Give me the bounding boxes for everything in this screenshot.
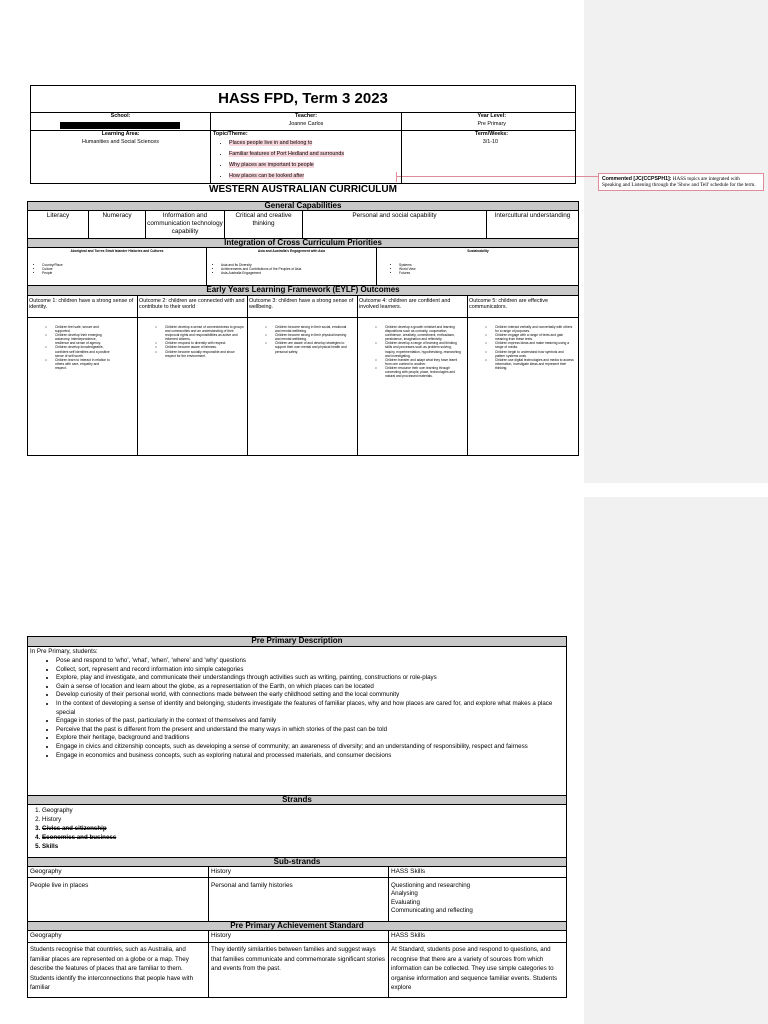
teacher-label: Teacher: [294, 113, 318, 119]
eylf-outcome-1-title: Outcome 1: children have a strong sense of identity. [29, 298, 134, 311]
term-value: 3/1-10 [482, 139, 498, 145]
ccp-sust-list [385, 263, 579, 275]
substrands-table [27, 866, 567, 922]
topic-item: Places people live in and belong to [229, 140, 313, 146]
ach-header-hist: History [211, 932, 231, 939]
strand-item: 3. Civics and citizenship [42, 824, 330, 833]
school-label: School: [110, 113, 131, 119]
eylf-item: □ Children become strong in their social, emotional and mental wellbeing. [275, 325, 352, 333]
ccp-item: • Country/Place [42, 263, 206, 267]
eylf-item: □ Children respond to diversity with respect. [165, 341, 244, 345]
ach-skills: At Standard, students pose and respond to questions, and recognise that there are a variety of sources from which information can be collected. They use simple categories to organise information and sequence familiar events. Students explore [391, 946, 558, 991]
ccp-item: • Systems [399, 263, 579, 267]
learning-area-value: Humanities and Social Sciences [81, 139, 159, 145]
ccp-item: • People [42, 271, 206, 275]
topic-item: Why places are important to people [229, 162, 314, 168]
pp-bullet: • Engage in stories of the past, particularly in the context of themselves and family [56, 717, 562, 726]
ccp-item: • Culture [42, 267, 206, 271]
strands-title: Strands [282, 795, 312, 804]
eylf-outcome-5-list [484, 325, 574, 370]
pp-bullet: • Develop curiosity of their personal world, with connections made between the early childhood setting and the local community [56, 691, 562, 700]
pp-bullet: • Engage in civics and citizenship concepts, such as developing a sense of community; an awareness of diversity; and an understanding of responsibility, respect and fairness [56, 743, 562, 752]
skill-item: Analysing [391, 890, 418, 898]
pp-desc-title: Pre Primary Description [251, 636, 343, 645]
pp-bullets [32, 657, 562, 760]
eylf-table [27, 295, 579, 456]
eylf-outcome-2-list [154, 325, 244, 358]
year-label: Year Level: [477, 113, 506, 119]
pp-bullet: • Perceive that the past is different from the present and understand the many ways in which stories of the past can be told [56, 726, 562, 735]
ccp-sust-title: Sustainability [467, 249, 489, 253]
pp-bullet: • Pose and respond to 'who', 'what', 'when', 'where' and 'why' questions [56, 657, 562, 666]
ach-header-skills: HASS Skills [391, 932, 426, 939]
learning-area-label: Learning Area: [101, 131, 140, 137]
comment-balloon[interactable] [598, 173, 764, 191]
eylf-item: □ Children develop a sense of connectedness to groups and communities and an understanding of their reciprocal rights and responsibilities as active and informed citizens. [165, 325, 244, 341]
ccp-atsi-list [28, 263, 206, 275]
ccp-item: • Achievements and Contributions of the Peoples of Asia [221, 267, 376, 271]
comments-sidebar [584, 0, 768, 1024]
eylf-item: □ Children become socially responsible and show respect for the environment. [165, 350, 244, 358]
topic-item: Familiar features of Port Hedland and surrounds [229, 151, 345, 157]
year-value: Pre Primary [477, 121, 506, 127]
ach-geo: Students recognise that countries, such as Australia, and familiar places are represented on a globe or a map. They describe the features of places that are familiar to them. Students identify the interconnections that people have with familiar [30, 946, 194, 991]
eylf-item: □ Children engage with a range of texts and gain meaning from these texts. [495, 333, 574, 341]
cap-personal: Personal and social capability [352, 212, 437, 219]
cap-literacy: Literacy [46, 212, 70, 219]
ccp-item: • Asia and its Diversity [221, 263, 376, 267]
cap-critical: Critical and creative thinking [235, 212, 292, 227]
pp-bullet: • Engage in economics and business concepts, such as exploring natural and processed materials, and consumer decisions [56, 752, 562, 761]
pp-bullet: • Explore, play and investigate, and communicate their understandings through activities such as writing, painting, constructions or role-plays [56, 674, 562, 683]
eylf-item: □ Children begin to understand how symbols and pattern systems work. [495, 350, 574, 358]
sub-header-skills: HASS Skills [391, 868, 426, 875]
topic-list [215, 140, 401, 180]
gc-title: General Capabilities [264, 201, 342, 210]
ach-title: Pre Primary Achievement Standard [230, 921, 364, 930]
school-redacted [60, 122, 180, 129]
cap-numeracy: Numeracy [102, 212, 132, 219]
teacher-name: Joanne Carlos [288, 121, 324, 127]
eylf-item: □ Children use digital technologies and media to access information, investigate ideas and represent their thinking. [495, 358, 574, 370]
ccp-item: • Futures [399, 271, 579, 275]
eylf-item: □ Children develop their emerging autonomy, interdependence, resilience and sense of agency. [55, 333, 110, 345]
ccp-asia-list [207, 263, 376, 275]
ach-hist: They identify similarities between families and suggest ways that families communicate and commemorate significant stories and events from the past. [211, 946, 386, 972]
topic-label: Topic/Theme: [213, 131, 248, 137]
eylf-outcome-2-title: Outcome 2: children are connected with and contribute to their world [139, 298, 245, 311]
eylf-item: □ Children become aware of fairness. [165, 345, 244, 349]
sidebar-gap [584, 483, 768, 497]
sub-hist: Personal and family histories [211, 882, 293, 889]
sub-geo: People live in places [30, 882, 89, 889]
strand-item: 2. History [42, 815, 330, 824]
eylf-item: □ Children transfer and adapt what they have learnt from one context to another. [385, 358, 462, 366]
strand-item: 5. Skills [42, 842, 330, 851]
ccp-asia-title: Asia and Australia's Engagement with Asia [257, 249, 326, 253]
eylf-item: □ Children express ideas and make meaning using a range of media. [495, 341, 574, 349]
eylf-title: Early Years Learning Framework (EYLF) Outcomes [206, 285, 400, 294]
cap-ict: Information and communication technology capability [147, 212, 223, 235]
strand-item: 1. Geography [42, 806, 330, 815]
skill-item: Evaluating [391, 898, 420, 906]
document-title: HASS FPD, Term 3 2023 [218, 90, 388, 107]
eylf-item: □ Children interact verbally and nonverbally with others for a range of purposes. [495, 325, 574, 333]
comment-text: HASS topics are integrated with Speaking and Listening through the 'Show and Tell' schedule for the term. [602, 176, 756, 189]
eylf-outcome-1-list [44, 325, 110, 370]
eylf-outcome-4-list [374, 325, 462, 378]
eylf-item: □ Children resource their own learning through connecting with people, place, technologies and natural and processed materials. [385, 366, 462, 378]
cap-intercultural: Intercultural understanding [494, 212, 571, 219]
sub-header-geo: Geography [30, 868, 62, 875]
eylf-outcome-5-title: Outcome 5: children are effective communicators. [469, 298, 549, 311]
ccp-atsi-title: Aboriginal and Torres Strait Islander Histories and Cultures [70, 249, 164, 253]
skill-item: Communicating and reflecting [391, 907, 473, 915]
pp-intro: In Pre Primary, students: [30, 648, 98, 655]
wac-title: WESTERN AUSTRALIAN CURRICULUM [209, 184, 397, 195]
pp-bullet: • In the context of developing a sense of identity and belonging, students investigate the features of familiar places, why and how places are cared for, and explore what makes a place special [56, 700, 562, 717]
eylf-item: □ Children learn to interact in relation to others with care, empathy and respect. [55, 358, 110, 370]
eylf-item: □ Children develop a range of learning and thinking skills and processes such as problem solving, inquiry, experimentation, hypothesising, researching and investigating. [385, 341, 462, 357]
page-gap [0, 483, 584, 497]
ach-header-geo: Geography [30, 932, 62, 939]
ccp-title: Integration of Cross Curriculum Priorities [224, 238, 382, 247]
pp-bullet: • Collect, sort, represent and record information into simple categories [56, 666, 562, 675]
sub-header-hist: History [211, 868, 231, 875]
eylf-item: □ Children develop knowledgeable, confident self identities and a positive sense of self-worth. [55, 345, 110, 357]
skill-item: Questioning and researching [391, 882, 471, 889]
eylf-item: □ Children develop a growth mindset and learning dispositions such as curiosity, cooperation, confidence, creativity, commitment, enthusiasm, persistence, imagination and reflexivity. [385, 325, 462, 341]
eylf-item: □ Children become strong in their physical learning and mental wellbeing. [275, 333, 352, 341]
strands-list [30, 806, 330, 851]
pp-bullet: • Explore their heritage, background and traditions [56, 734, 562, 743]
comment-author: Commented [JC(CCPSPH1]: [602, 176, 672, 182]
pp-bullet: • Gain a sense of location and learn about the globe, as a representation of the Earth, on which places can be located [56, 683, 562, 692]
strand-item: 4. Economics and business [42, 833, 330, 842]
eylf-outcome-4-title: Outcome 4: children are confident and involved learners. [359, 298, 451, 311]
term-label: Term/Weeks: [474, 131, 508, 137]
topic-item: How places can be looked after [229, 173, 305, 179]
eylf-outcome-3-list [264, 325, 352, 354]
substrands-title: Sub-strands [273, 857, 321, 866]
sub-skills [391, 882, 473, 916]
eylf-outcome-3-title: Outcome 3: children have a strong sense of wellbeing. [249, 298, 354, 311]
ccp-item: • World View [399, 267, 579, 271]
eylf-item: □ Children are aware of and develop strategies to support their own mental and physical health and personal safety. [275, 341, 352, 353]
ccp-item: • Asia-Australia Engagement [221, 271, 376, 275]
eylf-item: □ Children feel safe, secure and supported. [55, 325, 110, 333]
title-box [30, 85, 576, 113]
